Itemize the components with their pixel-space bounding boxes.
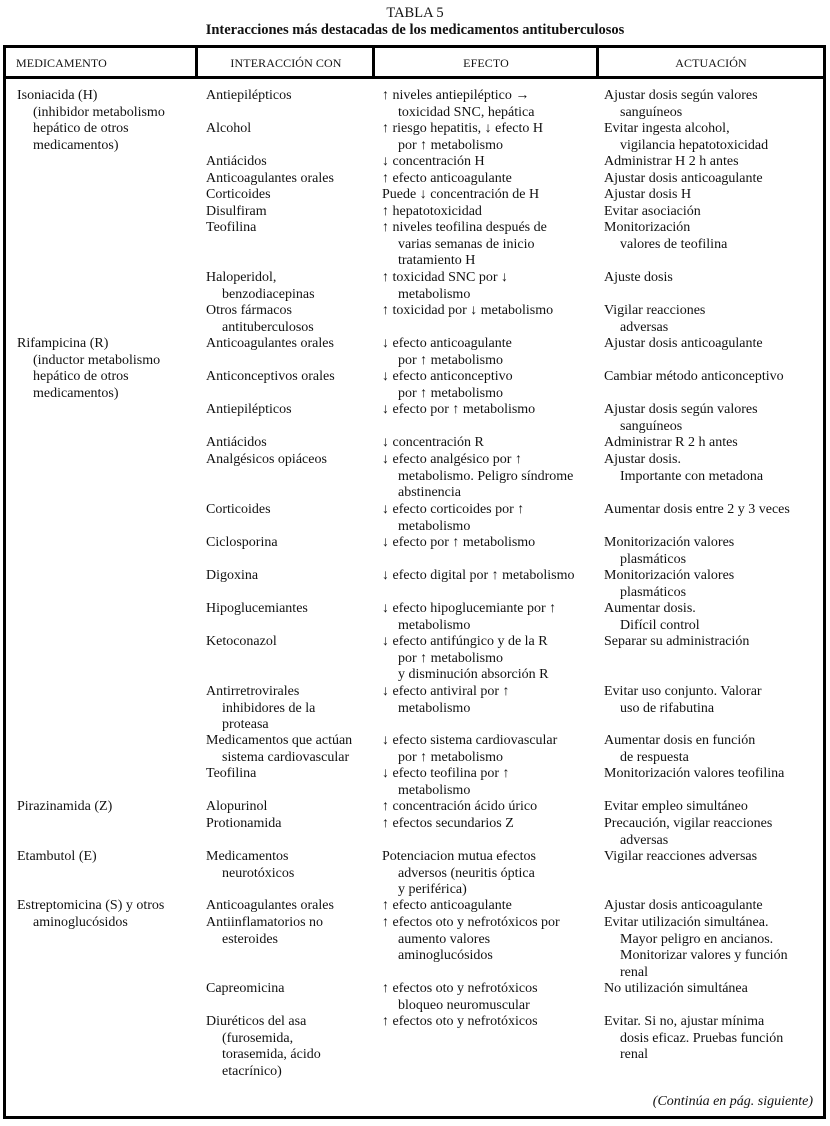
cell-line: Puede ↓ concentración de H	[382, 187, 540, 202]
cell-line: Teofilina	[206, 766, 257, 781]
cell-line: Evitar asociación	[604, 204, 701, 219]
cell-line: medicamentos)	[33, 137, 119, 153]
cell-actuacion	[604, 981, 748, 998]
cell-line: Etambutol (E)	[17, 849, 97, 864]
cell-line: Anticonceptivos orales	[206, 369, 335, 384]
cell-line: Mayor peligro en ancianos.	[620, 931, 774, 947]
cell-actuacion	[604, 733, 755, 766]
cell-interaccion	[206, 204, 267, 221]
cell-interaccion	[206, 733, 352, 766]
cell-line: Aumentar dosis.	[604, 601, 696, 616]
cell-line: Digoxina	[206, 568, 259, 583]
cell-line: Corticoides	[206, 187, 271, 202]
cell-efecto	[382, 568, 574, 585]
cell-line: inhibidores de la	[222, 700, 316, 716]
cell-line: proteasa	[222, 717, 269, 733]
table-frame	[3, 45, 826, 1119]
cell-efecto	[382, 733, 557, 766]
cell-line: plasmáticos	[620, 584, 687, 600]
cell-line: Capreomicina	[206, 981, 285, 996]
cell-interaccion	[206, 816, 281, 833]
cell-efecto	[382, 502, 524, 535]
cell-line: Evitar ingesta alcohol,	[604, 121, 730, 136]
cell-line: (inhibidor metabolismo	[33, 104, 165, 120]
cell-line: ↑ hepatotoxicidad	[382, 204, 482, 219]
cell-line: Corticoides	[206, 502, 271, 517]
cell-line: ↓ efecto anticoagulante	[382, 336, 512, 351]
cell-efecto	[382, 1014, 538, 1031]
cell-efecto	[382, 220, 547, 270]
table-number: TABLA 5	[386, 5, 444, 21]
cell-line: aminoglucósidos	[398, 948, 493, 964]
cell-line: medicamentos)	[33, 385, 119, 401]
cell-line: ↓ efecto por ↑ metabolismo	[382, 535, 536, 550]
cell-line: ↑ riesgo hepatitis, ↓ efecto H	[382, 121, 543, 136]
cell-line: Potenciacion mutua efectos	[382, 849, 536, 864]
cell-line: Evitar utilización simultánea.	[604, 915, 769, 930]
cell-line: Analgésicos opiáceos	[206, 452, 327, 467]
cell-line: y periférica)	[398, 882, 467, 898]
cell-actuacion	[604, 452, 763, 485]
cell-line: Monitorización valores	[604, 535, 735, 550]
cell-line: Evitar empleo simultáneo	[604, 799, 748, 814]
cell-line: ↑ efectos secundarios Z	[382, 816, 514, 831]
cell-interaccion	[206, 766, 256, 783]
cell-actuacion	[604, 849, 757, 866]
cell-line: Protionamida	[206, 816, 282, 831]
cell-line: Separar su administración	[604, 634, 750, 649]
cell-line: Isoniacida (H)	[17, 88, 98, 103]
cell-efecto	[382, 981, 538, 1014]
cell-line: renal	[620, 1047, 648, 1063]
cell-line: ↓ concentración H	[382, 154, 485, 169]
cell-line: Anticoagulantes orales	[206, 336, 334, 351]
cell-actuacion	[604, 402, 758, 435]
cell-line: renal	[620, 964, 648, 980]
cell-line: ↑ toxicidad SNC por ↓	[382, 270, 508, 285]
cell-medicamento	[17, 799, 112, 816]
cell-line: Precaución, vigilar reacciones	[604, 816, 773, 831]
cell-actuacion	[604, 435, 738, 452]
cell-actuacion	[604, 816, 772, 849]
cell-line: sanguíneos	[620, 418, 683, 434]
cell-interaccion	[206, 849, 294, 882]
cell-interaccion	[206, 171, 334, 188]
cell-line: etacrínico)	[222, 1063, 282, 1079]
cell-line: vigilancia hepatotoxicidad	[620, 137, 769, 153]
header-medicamento: MEDICAMENTO	[16, 56, 107, 70]
cell-line: Vigilar reacciones	[604, 303, 706, 318]
cell-line: metabolismo	[398, 700, 471, 716]
cell-actuacion	[604, 187, 691, 204]
cell-line: Aumentar dosis en función	[604, 733, 756, 748]
cell-line: Anticoagulantes orales	[206, 898, 334, 913]
cell-line: por ↑ metabolismo	[398, 137, 503, 153]
cell-line: aumento valores	[398, 931, 491, 947]
cell-actuacion	[604, 303, 705, 336]
cell-line: Antiepilépticos	[206, 402, 292, 417]
cell-line: Ajustar dosis anticoagulante	[604, 336, 763, 351]
cell-line: tratamiento H	[398, 253, 476, 269]
cell-line: abstinencia	[398, 485, 461, 501]
cell-interaccion	[206, 634, 277, 651]
cell-actuacion	[604, 336, 763, 353]
cell-line: ↓ efecto por ↑ metabolismo	[382, 402, 536, 417]
cell-line: ↓ concentración R	[382, 435, 484, 450]
cell-line: por ↑ metabolismo	[398, 650, 503, 666]
cell-line: Otros fármacos	[206, 303, 292, 318]
cell-line: ↓ efecto anticonceptivo	[382, 369, 513, 384]
cell-efecto	[382, 634, 549, 684]
cell-line: ↑ niveles teofilina después de	[382, 220, 547, 235]
cell-line: ↑ efecto anticoagulante	[382, 171, 512, 186]
cell-interaccion	[206, 684, 315, 734]
cell-line: esteroides	[222, 931, 278, 947]
cell-interaccion	[206, 154, 267, 171]
cell-actuacion	[604, 220, 727, 253]
cell-line: Ketoconazol	[206, 634, 277, 649]
cell-line: metabolismo	[398, 617, 471, 633]
cell-efecto	[382, 336, 512, 369]
cell-line: antituberculosos	[222, 319, 314, 335]
cell-line: ↑ concentración ácido úrico	[382, 799, 538, 814]
cell-line: Haloperidol,	[206, 270, 277, 285]
cell-line: ↓ efecto antifúngico y de la R	[382, 634, 548, 649]
cell-line: metabolismo. Peligro síndrome	[398, 468, 574, 484]
cell-line: ↓ efecto analgésico por ↑	[382, 452, 522, 467]
cell-line: valores de teofilina	[620, 236, 728, 252]
cell-efecto	[382, 766, 510, 799]
continuation-note: (Continúa en pág. siguiente)	[652, 1094, 813, 1109]
cell-efecto	[382, 535, 535, 552]
cell-efecto	[382, 684, 510, 717]
cell-actuacion	[604, 88, 758, 121]
cell-line: Disulfiram	[206, 204, 267, 219]
cell-line: plasmáticos	[620, 551, 687, 567]
cell-line: Diuréticos del asa	[206, 1014, 307, 1029]
cell-actuacion	[604, 502, 790, 519]
table-header	[6, 48, 823, 79]
cell-line: por ↑ metabolismo	[398, 385, 503, 401]
cell-interaccion	[206, 981, 285, 998]
cell-line: Difícil control	[620, 617, 700, 633]
cell-line: Administrar R 2 h antes	[604, 435, 738, 450]
cell-line: metabolismo	[398, 782, 471, 798]
cell-line: adversas	[620, 832, 669, 848]
cell-line: Antiácidos	[206, 154, 267, 169]
cell-interaccion	[206, 336, 334, 353]
cell-line: Antiepilépticos	[206, 88, 292, 103]
cell-line: ↑ efectos oto y nefrotóxicos	[382, 981, 538, 996]
cell-line: Ajustar dosis H	[604, 187, 692, 202]
cell-actuacion	[604, 634, 749, 651]
cell-line: por ↑ metabolismo	[398, 352, 503, 368]
cell-line: Anticoagulantes orales	[206, 171, 334, 186]
cell-actuacion	[604, 369, 784, 386]
cell-line: dosis eficaz. Pruebas función	[620, 1030, 784, 1046]
cell-actuacion	[604, 898, 763, 915]
cell-efecto	[382, 816, 514, 833]
cell-line: Antiinflamatorios no	[206, 915, 324, 930]
cell-actuacion	[604, 121, 768, 154]
cell-line: neurotóxicos	[222, 865, 295, 881]
cell-efecto	[382, 369, 513, 402]
cell-line: Rifampicina (R)	[17, 336, 109, 351]
cell-line: torasemida, ácido	[222, 1047, 321, 1063]
cell-line: Monitorizar valores y función	[620, 948, 788, 964]
cell-line: Alopurinol	[206, 799, 268, 814]
cell-line: hepático de otros	[33, 121, 129, 137]
cell-actuacion	[604, 568, 734, 601]
cell-line: de respuesta	[620, 749, 689, 765]
cell-line: Teofilina	[206, 220, 257, 235]
header-actuacion: ACTUACIÓN	[675, 56, 747, 70]
cell-line: Ajustar dosis anticoagulante	[604, 171, 763, 186]
cell-actuacion	[604, 601, 700, 634]
cell-interaccion	[206, 220, 256, 237]
cell-line: Ajustar dosis según valores	[604, 88, 758, 103]
cell-line: Cambiar método anticonceptivo	[604, 369, 784, 384]
cell-line: bloqueo neuromuscular	[398, 997, 530, 1013]
cell-line: toxicidad SNC, hepática	[398, 104, 535, 120]
cell-line: y disminución absorción R	[398, 667, 549, 683]
cell-interaccion	[206, 1014, 321, 1080]
cell-interaccion	[206, 535, 278, 552]
cell-line: varias semanas de inicio	[398, 236, 535, 252]
cell-efecto	[382, 849, 536, 899]
cell-line: Administrar H 2 h antes	[604, 154, 739, 169]
cell-line: Evitar. Si no, ajustar mínima	[604, 1014, 765, 1029]
cell-line: hepático de otros	[33, 369, 129, 385]
cell-interaccion	[206, 799, 267, 816]
header-efecto: EFECTO	[463, 56, 509, 70]
cell-line: benzodiacepinas	[222, 286, 315, 302]
cell-line: ↓ efecto hipoglucemiante por ↑	[382, 601, 557, 616]
cell-actuacion	[604, 799, 748, 816]
header-interaccion: INTERACCIÓN CON	[230, 56, 342, 70]
cell-actuacion	[604, 684, 762, 717]
cell-actuacion	[604, 535, 734, 568]
cell-interaccion	[206, 435, 267, 452]
cell-line: uso de rifabutina	[620, 700, 715, 716]
cell-efecto	[382, 435, 484, 452]
cell-line: (inductor metabolismo	[33, 352, 161, 368]
cell-line: ↓ efecto sistema cardiovascular	[382, 733, 558, 748]
cell-efecto	[382, 88, 534, 121]
cell-efecto	[382, 915, 560, 965]
cell-efecto	[382, 187, 539, 204]
cell-medicamento	[17, 898, 164, 931]
cell-line: ↑ efectos oto y nefrotóxicos	[382, 1014, 538, 1029]
cell-line: Ajuste dosis	[604, 270, 673, 285]
cell-line: Ajustar dosis.	[604, 452, 681, 467]
cell-line: Medicamentos	[206, 849, 289, 864]
cell-line: Ajustar dosis anticoagulante	[604, 898, 763, 913]
cell-actuacion	[604, 915, 788, 981]
cell-line: Monitorización valores	[604, 568, 735, 583]
cell-line: ↑ toxicidad por ↓ metabolismo	[382, 303, 554, 318]
cell-line: Monitorización	[604, 220, 691, 235]
cell-interaccion	[206, 121, 251, 138]
cell-line: ↓ efecto teofilina por ↑	[382, 766, 510, 781]
cell-line: aminoglucósidos	[33, 914, 128, 930]
cell-actuacion	[604, 766, 784, 783]
table-title: Interacciones más destacadas de los medicamentos antituberculosos	[205, 22, 625, 38]
cell-line: Vigilar reacciones adversas	[604, 849, 758, 864]
cell-line: ↑ efecto anticoagulante	[382, 898, 512, 913]
cell-efecto	[382, 270, 508, 303]
cell-efecto	[382, 204, 482, 221]
cell-actuacion	[604, 154, 739, 171]
cell-line: metabolismo	[398, 286, 471, 302]
cell-efecto	[382, 452, 573, 502]
cell-line: ↑ efectos oto y nefrotóxicos por	[382, 915, 560, 930]
cell-interaccion	[206, 898, 334, 915]
cell-efecto	[382, 601, 556, 634]
cell-line: adversos (neuritis óptica	[398, 865, 535, 881]
cell-interaccion	[206, 452, 327, 469]
cell-interaccion	[206, 88, 292, 105]
cell-line: Importante con metadona	[620, 468, 764, 484]
cell-line: Aumentar dosis entre 2 y 3 veces	[604, 502, 790, 517]
cell-line: Alcohol	[206, 121, 252, 136]
cell-efecto	[382, 303, 553, 320]
cell-medicamento	[17, 336, 160, 402]
cell-line: Pirazinamida (Z)	[17, 799, 113, 814]
cell-interaccion	[206, 187, 271, 204]
cell-line: metabolismo	[398, 518, 471, 534]
cell-line: ↓ efecto digital por ↑ metabolismo	[382, 568, 575, 583]
cell-efecto	[382, 402, 535, 419]
cell-efecto	[382, 898, 512, 915]
cell-interaccion	[206, 369, 335, 386]
cell-actuacion	[604, 204, 701, 221]
cell-interaccion	[206, 303, 314, 336]
cell-line: ↓ efecto corticoides por ↑	[382, 502, 525, 517]
cell-medicamento	[17, 849, 97, 866]
cell-line: Ajustar dosis según valores	[604, 402, 758, 417]
cell-line: Medicamentos que actúan	[206, 733, 353, 748]
cell-line: Monitorización valores teofilina	[604, 766, 785, 781]
cell-interaccion	[206, 568, 258, 585]
cell-actuacion	[604, 1014, 783, 1064]
cell-line: sanguíneos	[620, 104, 683, 120]
cell-actuacion	[604, 270, 673, 287]
cell-interaccion	[206, 915, 323, 948]
cell-efecto	[382, 171, 512, 188]
cell-interaccion	[206, 270, 315, 303]
cell-line: Antirretrovirales	[206, 684, 300, 699]
cell-line: Estreptomicina (S) y otros	[17, 898, 165, 913]
cell-medicamento	[17, 88, 165, 154]
cell-efecto	[382, 154, 485, 171]
cell-efecto	[382, 121, 543, 154]
cell-actuacion	[604, 171, 763, 188]
cell-line: sistema cardiovascular	[222, 749, 350, 765]
cell-line: Ciclosporina	[206, 535, 278, 550]
cell-line: Hipoglucemiantes	[206, 601, 308, 616]
cell-line: ↓ efecto antiviral por ↑	[382, 684, 510, 699]
cell-line: No utilización simultánea	[604, 981, 748, 996]
cell-line: ↑ niveles antiepiléptico →	[382, 88, 530, 103]
cell-interaccion	[206, 402, 292, 419]
cell-line: por ↑ metabolismo	[398, 749, 503, 765]
cell-interaccion	[206, 601, 308, 618]
cell-line: Evitar uso conjunto. Valorar	[604, 684, 762, 699]
cell-line: (furosemida,	[222, 1030, 294, 1046]
cell-line: adversas	[620, 319, 669, 335]
cell-efecto	[382, 799, 537, 816]
cell-interaccion	[206, 502, 271, 519]
cell-line: Antiácidos	[206, 435, 267, 450]
